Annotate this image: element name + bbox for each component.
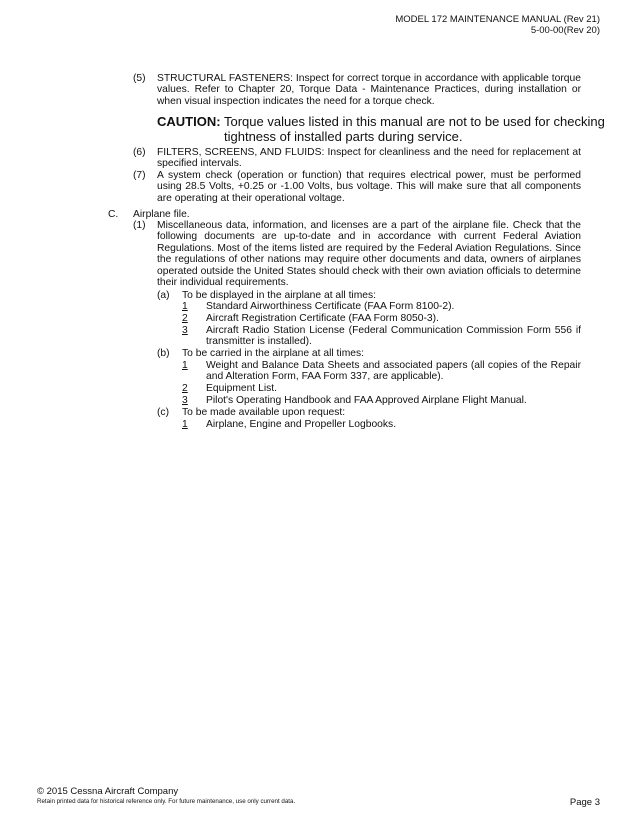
carried-heading: To be carried in the airplane at all times: xyxy=(182,348,365,359)
registration-certificate-text: Aircraft Registration Certificate (FAA Form 8050-3). xyxy=(206,313,439,324)
caution-text-line2: tightness of installed parts during service. xyxy=(224,129,463,144)
subitem-letter: (b) xyxy=(157,348,170,359)
on-request-heading: To be made available upon request: xyxy=(182,407,346,418)
system-check-text: A system check (operation or function) that requires electrical power, must be performed using 28.5 Volts, +0.25 or -1.00 Volts, bus voltage. This will make sure that all components are operating at their operational voltage. xyxy=(157,170,581,204)
airworthiness-certificate-text: Standard Airworthiness Certificate (FAA Form 8100-2). xyxy=(206,301,455,312)
subitem-number: 1 xyxy=(182,301,188,312)
subitem-letter: (c) xyxy=(157,407,170,418)
section-letter: C. xyxy=(108,209,119,220)
item-number: (5) xyxy=(133,73,146,84)
weight-balance-text: Weight and Balance Data Sheets and associated papers (all copies of the Repair and Alteration Form, FAA Form 337, are applicable). xyxy=(206,360,581,383)
header-section-number: 5-00-00(Rev 20) xyxy=(530,25,600,36)
copyright-notice: © 2015 Cessna Aircraft Company xyxy=(37,786,179,797)
item-number: (1) xyxy=(133,220,146,231)
caution-text-line1: Torque values listed in this manual are not to be used for checking xyxy=(224,114,605,129)
radio-license-text: Aircraft Radio Station License (Federal Communication Commission Form 556 if transmitter is installed). xyxy=(206,325,581,348)
subitem-number: 3 xyxy=(182,395,188,406)
subitem-number: 1 xyxy=(182,419,188,430)
misc-data-paragraph: Miscellaneous data, information, and licenses are a part of the airplane file. Check that the following documents are up-to-date and in accordance with current Federal Aviation Regulations. Most of the items listed are required by the Federal Aviation Regulations. Since the regulations of other nations may require other documents and data, owners of airplanes operated outside the United States should check with their own aviation officials to determine their individual requirements. xyxy=(157,220,581,289)
structural-fasteners-text: STRUCTURAL FASTENERS: Inspect for correct torque in accordance with applicable torque values. Refer to Chapter 20, Torque Data - Maintenance Practices, during installation or when visual inspection indicates the need for a torque check. xyxy=(157,73,581,107)
logbooks-text: Airplane, Engine and Propeller Logbooks. xyxy=(206,419,397,430)
item-number: (7) xyxy=(133,170,146,181)
item-number: (6) xyxy=(133,147,146,158)
header-manual-title: MODEL 172 MAINTENANCE MANUAL (Rev 21) xyxy=(395,14,600,25)
subitem-number: 2 xyxy=(182,313,188,324)
subitem-number: 2 xyxy=(182,383,188,394)
pilots-handbook-text: Pilot's Operating Handbook and FAA Approved Airplane Flight Manual. xyxy=(206,395,527,406)
airplane-file-heading: Airplane file. xyxy=(133,209,190,220)
equipment-list-text: Equipment List. xyxy=(206,383,277,394)
displayed-heading: To be displayed in the airplane at all times: xyxy=(182,290,377,301)
subitem-number: 3 xyxy=(182,325,188,336)
subitem-letter: (a) xyxy=(157,290,170,301)
subitem-number: 1 xyxy=(182,360,188,371)
caution-label: CAUTION: xyxy=(157,114,221,129)
filters-screens-fluids-text: FILTERS, SCREENS, AND FLUIDS: Inspect for cleanliness and the need for replacement at specified intervals. xyxy=(157,147,581,170)
page-number: Page 3 xyxy=(569,797,600,808)
retention-notice: Retain printed data for historical reference only. For future maintenance, use only current data. xyxy=(37,798,296,805)
